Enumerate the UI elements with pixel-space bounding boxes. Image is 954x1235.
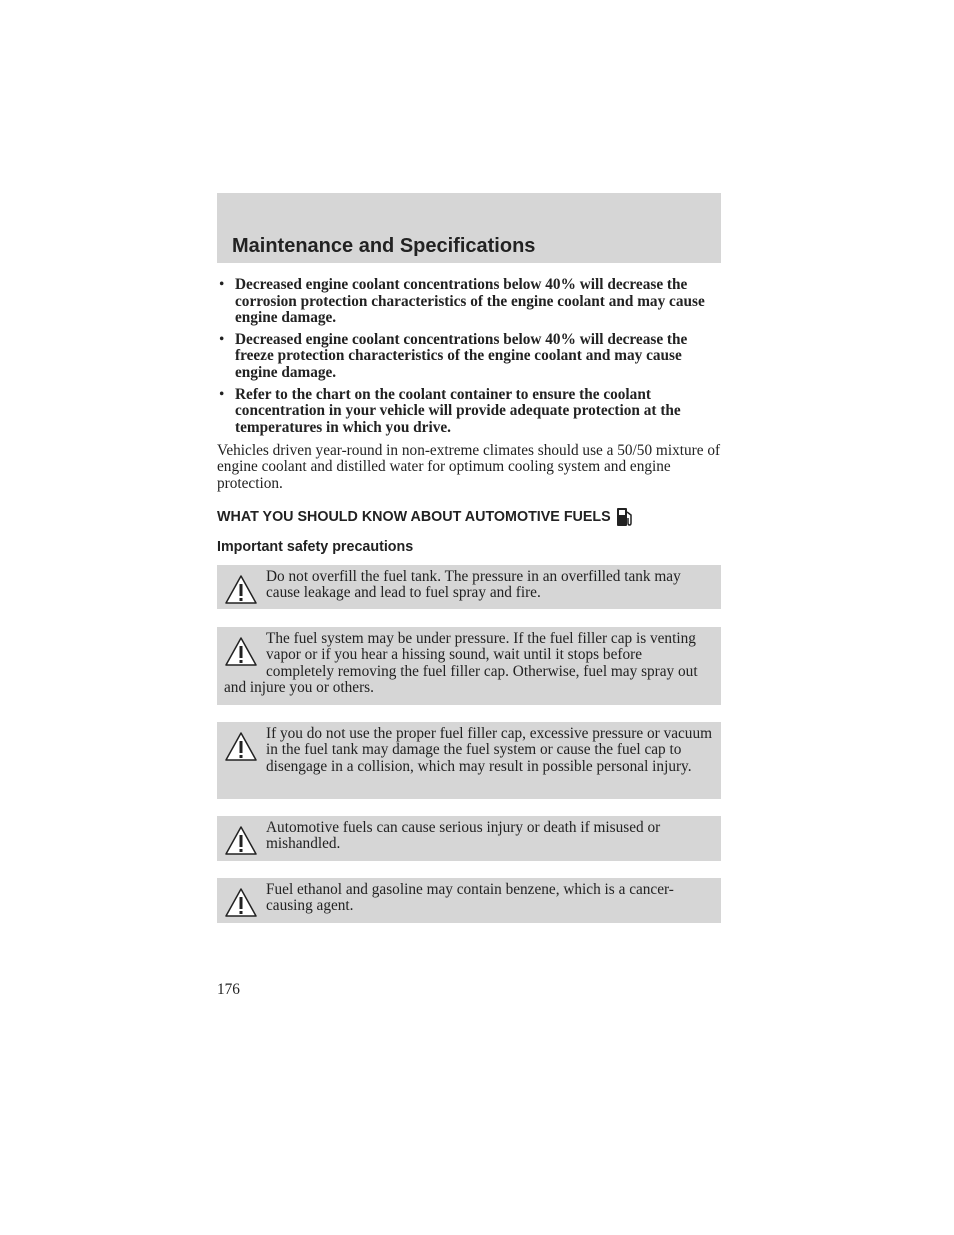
warning-triangle-icon [224, 824, 258, 858]
warning-text: The fuel system may be under pressure. If the fuel filler cap is venting vapor or if you hear a hissing sound, wait until it stops before completely removing the fuel filler cap. Otherwise, fuel may spray out and injure you or others. [224, 630, 698, 697]
bullet-marker: • [219, 330, 225, 348]
list-item [217, 387, 721, 437]
bullet-text: Decreased engine coolant concentrations below 40% will decrease the corrosion protection characteristics of the engine coolant and may cause engine damage. [235, 276, 705, 327]
section-heading [217, 507, 634, 527]
section-heading-text: WHAT YOU SHOULD KNOW ABOUT AUTOMOTIVE FUELS [217, 509, 611, 525]
warning-triangle-icon [224, 886, 258, 920]
list-item [217, 277, 721, 327]
warning-triangle-icon [224, 573, 258, 607]
warning-text: Fuel ethanol and gasoline may contain benzene, which is a cancer-causing agent. [266, 881, 674, 915]
body-paragraph: Vehicles driven year-round in non-extreme climates should use a 50/50 mixture of engine coolant and distilled water for optimum cooling system and engine protection. [217, 442, 721, 492]
bullet-text: Refer to the chart on the coolant container to ensure the coolant concentration in your vehicle will provide adequate protection at the temperatures in which you drive. [235, 385, 681, 436]
warning-box [217, 627, 721, 705]
list-item [217, 332, 721, 382]
fuel-pump-icon [616, 507, 634, 527]
page-title: Maintenance and Specifications [232, 235, 536, 257]
warning-triangle-icon [224, 730, 258, 764]
warning-triangle-icon [224, 635, 258, 669]
warning-text: Automotive fuels can cause serious injury or death if misused or mishandled. [266, 819, 661, 853]
warning-text: If you do not use the proper fuel filler cap, excessive pressure or vacuum in the fuel tank may damage the fuel system or cause the fuel cap to disengage in a collision, which may result in possible personal injury. [266, 725, 712, 775]
bullet-list [217, 277, 721, 441]
bullet-text: Decreased engine coolant concentrations below 40% will decrease the freeze protection characteristics of the engine coolant and may cause engine damage. [235, 330, 688, 381]
warning-box [217, 722, 721, 799]
subheading: Important safety precautions [217, 539, 414, 555]
warning-box [217, 565, 721, 609]
page-number: 176 [217, 981, 240, 998]
bullet-marker: • [219, 385, 225, 403]
warning-text: Do not overfill the fuel tank. The pressure in an overfilled tank may cause leakage and lead to fuel spray and fire. [266, 568, 681, 602]
warning-box [217, 816, 721, 861]
bullet-marker: • [219, 276, 225, 293]
header-band [217, 193, 721, 263]
warning-box [217, 878, 721, 923]
